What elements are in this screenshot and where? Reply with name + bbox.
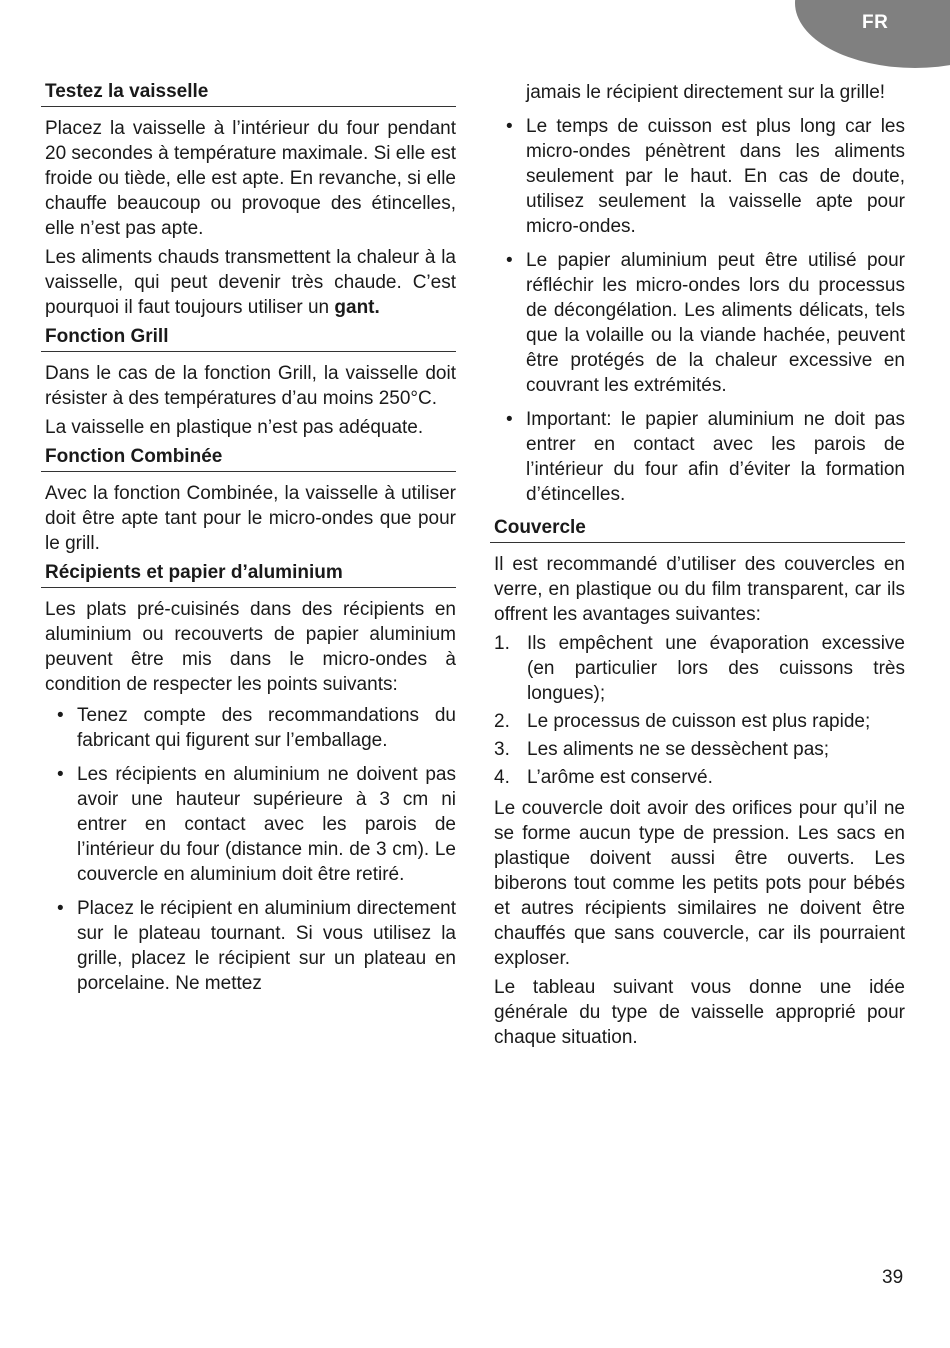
section-heading-lid: Couvercle [490, 516, 905, 543]
list-item [494, 631, 905, 706]
section-heading-aluminium: Récipients et papier d’aluminium [41, 561, 456, 588]
paragraph: Le tableau suivant vous donne une idée générale du type de vaisselle approprié pour chaque situation. [494, 977, 905, 1048]
paragraph: Avec la fonction Combinée, la vaisselle à utiliser doit être apte tant pour le micro-ondes que pour le grill. [45, 483, 456, 554]
right-column [494, 80, 905, 1054]
list-item [494, 709, 905, 734]
paragraph [45, 245, 456, 320]
section-heading-grill: Fonction Grill [41, 325, 456, 352]
paragraph: Il est recommandé d’utiliser des couvercles en verre, en plastique ou du film transparent, car ils offrent les avantages suivantes: [494, 554, 905, 625]
bullet-list [45, 703, 456, 996]
language-label: FR [862, 12, 889, 33]
paragraph: La vaisselle en plastique n’est pas adéquate. [45, 417, 424, 438]
list-text: L’arôme est conservé. [527, 767, 713, 788]
page-number: 39 [882, 1267, 904, 1288]
list-text: Le processus de cuisson est plus rapide; [527, 711, 871, 732]
bullet-list [494, 114, 905, 507]
section-heading-test-dishes: Testez la vaisselle [41, 80, 456, 107]
left-column [45, 80, 456, 1005]
language-tab [795, 0, 950, 68]
list-item: • Les récipients en aluminium ne doivent pas avoir une hauteur supérieure à 3 cm ni entrer en contact avec les parois de l’intérieur du four (distance min. de 3 cm). Le couvercle en aluminium doit être retiré. [45, 762, 456, 887]
list-item [494, 765, 905, 790]
list-item: • Important: le papier aluminium ne doit pas entrer en contact avec les parois de l’intérieur du four afin d’éviter la formation d’étincelles. [494, 407, 905, 507]
list-item: • Placez le récipient en aluminium directement sur le plateau tournant. Si vous utilisez la grille, placez le récipient sur un plateau en porcelaine. Ne mettez [45, 896, 456, 996]
list-item-continuation: jamais le récipient directement sur la grille! [526, 82, 886, 103]
numbered-list [494, 631, 905, 790]
bold-word: gant. [334, 297, 380, 318]
paragraph: Les plats pré-cuisinés dans des récipients en aluminium ou recouverts de papier aluminium peuvent être mis dans le micro-ondes à condition de respecter les points suivants: [45, 599, 456, 695]
section-heading-combined: Fonction Combinée [41, 445, 456, 472]
list-item: • Tenez compte des recommandations du fabricant qui figurent sur l’emballage. [45, 703, 456, 753]
list-item: • Le papier aluminium peut être utilisé pour réfléchir les micro-ondes lors du processus de décongélation. Les aliments délicats, tels que la volaille ou la viande hachée, peuvent être protégés de la chaleur excessive en couvrant les extrémités. [494, 248, 905, 398]
list-text: Les aliments ne se dessèchent pas; [527, 739, 830, 760]
list-number: 4. [494, 767, 510, 788]
list-item: • Le temps de cuisson est plus long car les micro-ondes pénètrent dans les aliments seulement par le haut. En cas de doute, utilisez seulement la vaisselle apte pour micro-ondes. [494, 114, 905, 239]
list-number: 2. [494, 711, 510, 732]
paragraph-text: Les aliments chauds transmettent la chaleur à la vaisselle, qui peut devenir très chaude. C’est pourquoi il faut toujours utiliser un [45, 247, 456, 318]
paragraph: Placez la vaisselle à l’intérieur du four pendant 20 secondes à température maximale. Si elle est froide ou tiède, elle est apte. En revanche, si elle chauffe beaucoup ou provoque des étincelles, elle n’est pas apte. [45, 118, 456, 239]
list-number: 1. [494, 633, 510, 654]
paragraph: Dans le cas de la fonction Grill, la vaisselle doit résister à des températures d’au moins 250°C. [45, 363, 456, 409]
list-item [494, 737, 905, 762]
list-text: Ils empêchent une évaporation excessive (en particulier lors des cuissons très longues); [527, 633, 905, 704]
paragraph: Le couvercle doit avoir des orifices pour qu’il ne se forme aucun type de pression. Les sacs en plastique doivent aussi être ouverts. Les biberons tout comme les petits pots pour bébés et autres récipients similaires ne doivent être chauffés que sans couvercle, car ils pourraient exploser. [494, 798, 905, 969]
list-number: 3. [494, 739, 510, 760]
